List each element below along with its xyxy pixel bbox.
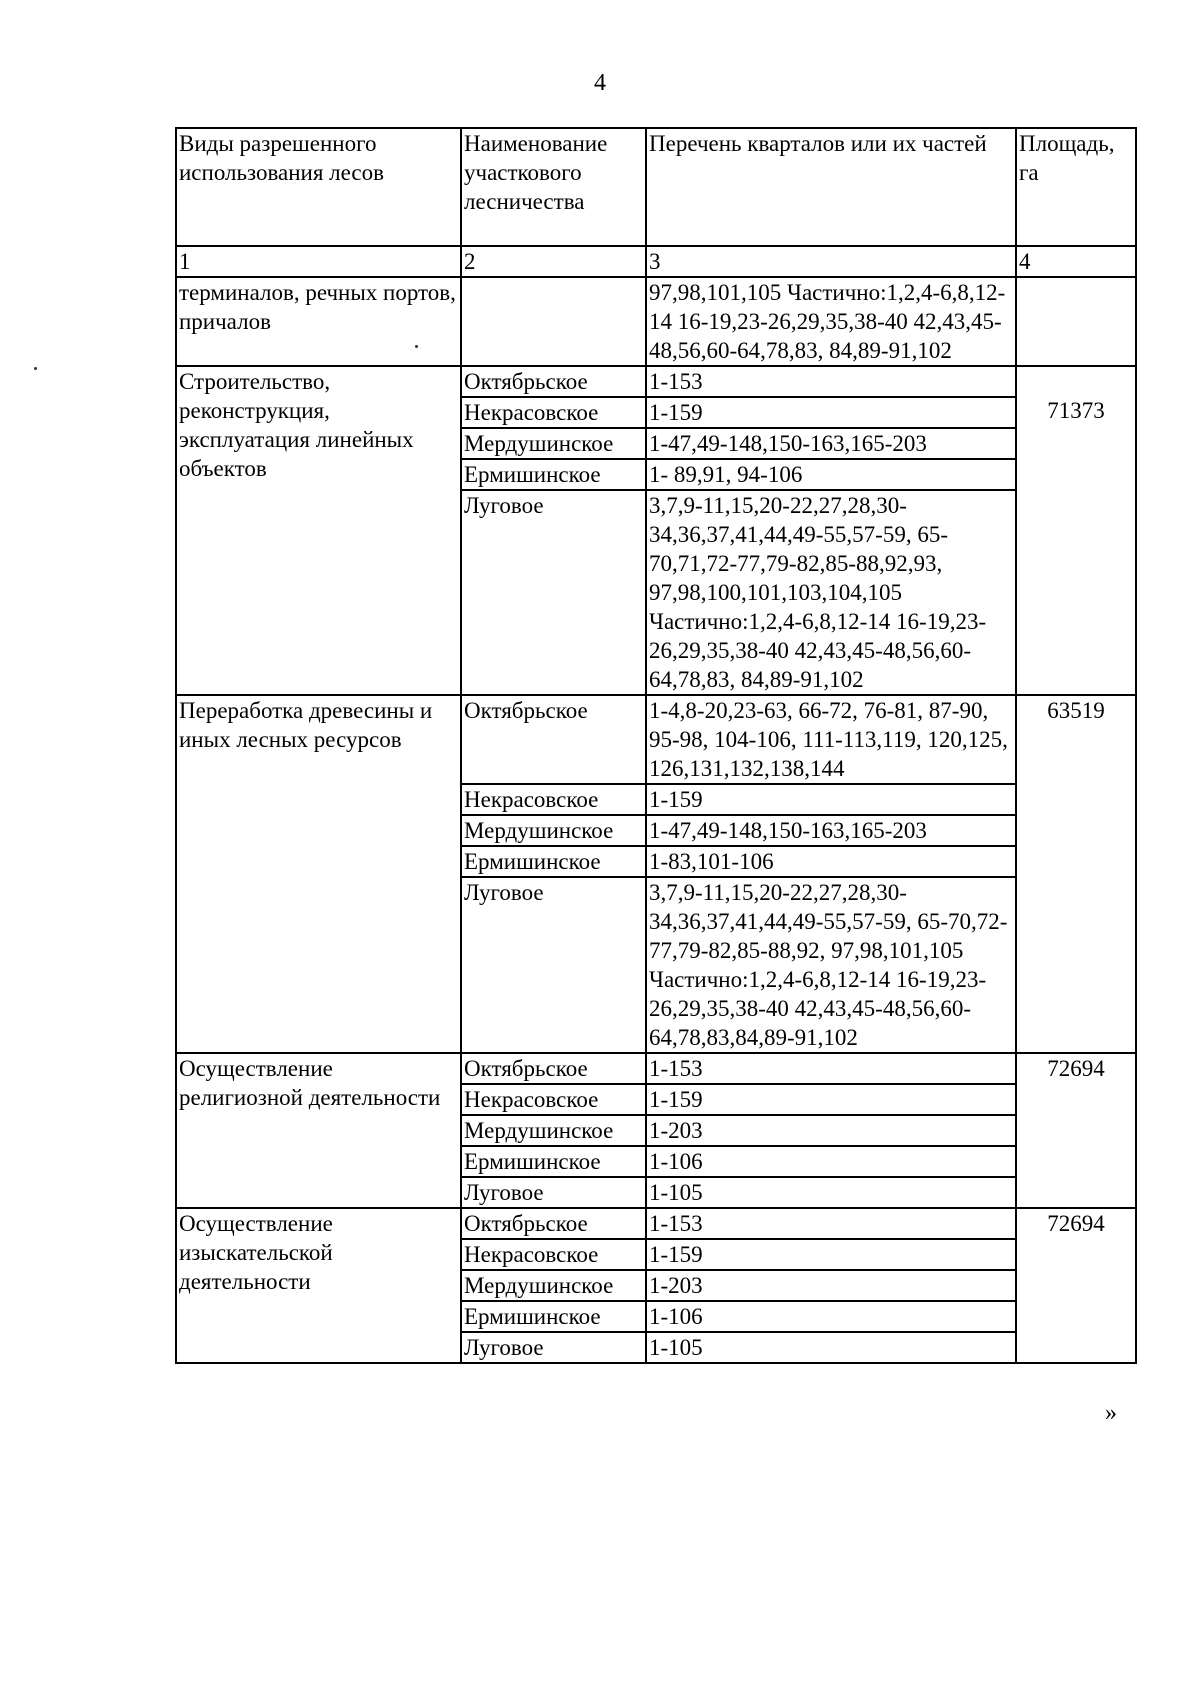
forestry-cell: Октябрьское [461,1208,646,1239]
quarters-cell: 1-106 [646,1301,1016,1332]
column-number: 2 [461,246,646,277]
quarters-cell: 1-203 [646,1270,1016,1301]
forestry-cell: Некрасовское [461,784,646,815]
forestry-cell: Ермишинское [461,846,646,877]
closing-quote: » [1105,1400,1117,1426]
forestry-cell: Ермишинское [461,459,646,490]
forestry-cell: Октябрьское [461,1053,646,1084]
quarters-cell: 1-153 [646,1208,1016,1239]
quarters-cell: 1-159 [646,784,1016,815]
quarters-cell: 1-153 [646,366,1016,397]
quarters-cell: 1-47,49-148,150-163,165-203 [646,815,1016,846]
quarters-cell: 1-105 [646,1177,1016,1208]
quarters-cell: 1-159 [646,397,1016,428]
quarters-cell: 3,7,9-11,15,20-22,27,28,30-34,36,37,41,44,49-55,57-59, 65-70,72-77,79-82,85-88,92, 97,98,101,105 Частично:1,2,4-6,8,12-14 16-19,23-26,29,35,38-40 42,43,45-48,56,60-64,78,83,84,89-91,102 [646,877,1016,1053]
use-type-cell: Осуществление изыскательской деятельности [176,1208,461,1363]
column-number: 3 [646,246,1016,277]
quarters-cell: 3,7,9-11,15,20-22,27,28,30-34,36,37,41,44,49-55,57-59, 65-70,71,72-77,79-82,85-88,92,93, 97,98,100,101,103,104,105 Частично:1,2,4-6,8,12-14 16-19,23-26,29,35,38-40 42,43,45-48,56,60-64,78,83, 84,89-91,102 [646,490,1016,695]
use-type-cell: терминалов, речных портов, причалов [176,277,461,366]
column-number: 4 [1016,246,1136,277]
area-cell: 72694 [1016,1208,1136,1363]
use-type-cell: Осуществление религиозной деятельности [176,1053,461,1208]
forestry-cell: Некрасовское [461,1084,646,1115]
quarters-cell: 1-83,101-106 [646,846,1016,877]
forestry-cell: Луговое [461,490,646,695]
quarters-cell: 1-153 [646,1053,1016,1084]
header-area: Площадь, га [1016,128,1136,246]
header-forestry: Наименование участкового лесничества [461,128,646,246]
quarters-cell: 1-159 [646,1239,1016,1270]
header-quarters: Перечень кварталов или их частей [646,128,1016,246]
table-row [176,1053,1136,1084]
scan-speck [34,367,37,370]
table-header-row [176,128,1136,246]
quarters-cell: 1-105 [646,1332,1016,1363]
area-cell [1016,366,1136,695]
forestry-cell: Некрасовское [461,397,646,428]
page-number: 4 [594,70,606,96]
area-cell: 63519 [1016,695,1136,1053]
forestry-cell: Ермишинское [461,1301,646,1332]
forestry-cell: Некрасовское [461,1239,646,1270]
quarters-cell: 1-203 [646,1115,1016,1146]
table-row [176,366,1136,397]
quarters-cell: 1- 89,91, 94-106 [646,459,1016,490]
forest-use-table [175,127,1137,1364]
area-cell: 72694 [1016,1053,1136,1208]
quarters-cell: 1-159 [646,1084,1016,1115]
forestry-cell: Мердушинское [461,428,646,459]
forestry-cell: Луговое [461,1332,646,1363]
column-numbers-row [176,246,1136,277]
area-value: 71373 [1047,398,1105,423]
quarters-cell: 1-106 [646,1146,1016,1177]
forestry-cell: Мердушинское [461,1115,646,1146]
forestry-cell: Мердушинское [461,815,646,846]
table-row [176,1208,1136,1239]
table-row [176,695,1136,784]
use-type-cell: Строительство, реконструкция, эксплуатация линейных объектов [176,366,461,695]
forestry-cell: Луговое [461,1177,646,1208]
forestry-cell: Мердушинское [461,1270,646,1301]
quarters-cell: 1-47,49-148,150-163,165-203 [646,428,1016,459]
forestry-cell: Луговое [461,877,646,1053]
quarters-cell: 97,98,101,105 Частично:1,2,4-6,8,12-14 16-19,23-26,29,35,38-40 42,43,45-48,56,60-64,78,83, 84,89-91,102 [646,277,1016,366]
forestry-cell: Ермишинское [461,1146,646,1177]
area-cell [1016,277,1136,366]
header-use-type: Виды разрешенного использования лесов [176,128,461,246]
forestry-cell: Октябрьское [461,695,646,784]
column-number: 1 [176,246,461,277]
quarters-cell: 1-4,8-20,23-63, 66-72, 76-81, 87-90, 95-98, 104-106, 111-113,119, 120,125, 126,131,132,138,144 [646,695,1016,784]
table-row [176,277,1136,366]
forestry-cell: Октябрьское [461,366,646,397]
use-type-cell: Переработка древесины и иных лесных ресурсов [176,695,461,1053]
forestry-cell [461,277,646,366]
